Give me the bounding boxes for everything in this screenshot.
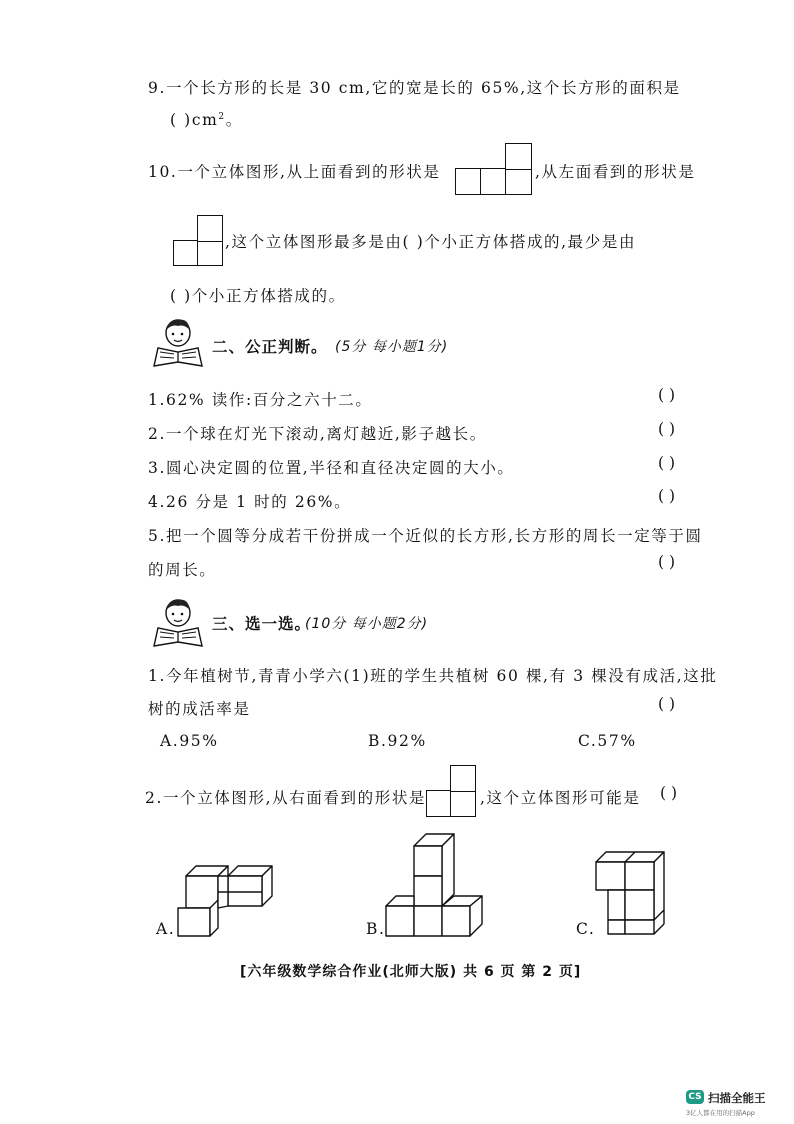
q9-end: 。: [225, 111, 243, 129]
choice-q2-line-a: 2.一个立体图形,从右面看到的形状是: [145, 789, 427, 807]
top-view-square: [455, 168, 482, 195]
choice-q2-line-b: ,这个立体图形可能是: [480, 789, 641, 807]
judge-item-4: 4.26 分是 1 时的 26%。: [148, 493, 352, 511]
q10-line1-b: ,从左面看到的形状是: [535, 163, 696, 181]
choice-q2-label-b[interactable]: B.: [366, 920, 386, 938]
reading-boy-icon: [148, 316, 208, 368]
choice-q2-answer[interactable]: ( ): [660, 784, 678, 802]
watermark-name: 扫描全能王: [708, 1091, 766, 1105]
q10-line1-a: 10.一个立体图形,从上面看到的形状是: [148, 163, 441, 181]
q10-line2: ,这个立体图形最多是由( )个小正方体搭成的,最少是由: [225, 233, 637, 251]
top-view-square: [505, 168, 532, 195]
judge-item-5: 5.把一个圆等分成若干份拼成一个近似的长方形,长方形的周长一定等于圆: [148, 527, 703, 545]
judge-item-2: 2.一个球在灯光下滚动,离灯越近,影子越长。: [148, 425, 487, 443]
judge-answer-2[interactable]: ( ): [658, 420, 676, 438]
top-view-square: [480, 168, 507, 195]
left-view-square: [173, 240, 199, 266]
right-view-square: [426, 790, 452, 817]
option-c-cube-figure: [592, 848, 672, 938]
section2-note: (5分 每小题1分): [335, 339, 449, 355]
left-view-square: [197, 240, 223, 266]
choice-q1-option-c[interactable]: C.57%: [578, 732, 637, 750]
judge-item-1: 1.62% 读作:百分之六十二。: [148, 391, 373, 409]
q9-blank: ( ): [170, 111, 192, 129]
q9-unit: cm: [191, 111, 219, 129]
judge-item-5-cont: 的周长。: [148, 561, 217, 579]
choice-q2-label-c[interactable]: C.: [576, 920, 596, 938]
choice-q2-label-a[interactable]: A.: [156, 920, 176, 938]
choice-q1-answer[interactable]: ( ): [658, 695, 676, 713]
judge-answer-4[interactable]: ( ): [658, 487, 676, 505]
choice-q1-line1: 1.今年植树节,青青小学六(1)班的学生共植树 60 棵,有 3 棵没有成活,这批: [148, 667, 718, 685]
right-view-square: [450, 790, 476, 817]
judge-answer-5[interactable]: ( ): [658, 553, 676, 571]
judge-answer-1[interactable]: ( ): [658, 386, 676, 404]
judge-answer-3[interactable]: ( ): [658, 454, 676, 472]
choice-q1-option-b[interactable]: B.92%: [368, 732, 427, 750]
left-view-square: [197, 215, 223, 242]
right-view-square: [450, 765, 476, 792]
section2-title: 二、公正判断。: [212, 339, 328, 356]
choice-q1-option-a[interactable]: A.95%: [160, 732, 219, 750]
judge-item-3: 3.圆心决定圆的位置,半径和直径决定圆的大小。: [148, 459, 515, 477]
choice-q1-line2: 树的成活率是: [148, 700, 251, 718]
section3-note: (10分 每小题2分): [305, 616, 429, 632]
top-view-square: [505, 143, 532, 170]
q9-unit-sup: 2: [218, 111, 226, 122]
camscanner-logo-icon: CS: [686, 1090, 704, 1104]
q10-line3: ( )个小正方体搭成的。: [170, 287, 346, 305]
section3-title: 三、选一选。: [212, 616, 312, 633]
reading-boy-icon: [148, 596, 208, 648]
option-a-cube-figure: [172, 862, 282, 938]
q9-answer-line: [170, 108, 243, 130]
watermark-tagline: 3亿人都在用的扫描App: [686, 1109, 755, 1117]
option-b-cube-figure: [382, 830, 492, 940]
q9-line1: 9.一个长方形的长是 30 cm,它的宽是长的 65%,这个长方形的面积是: [148, 79, 681, 97]
page-footer: [六年级数学综合作业(北师大版) 共 6 页 第 2 页]: [240, 964, 582, 980]
